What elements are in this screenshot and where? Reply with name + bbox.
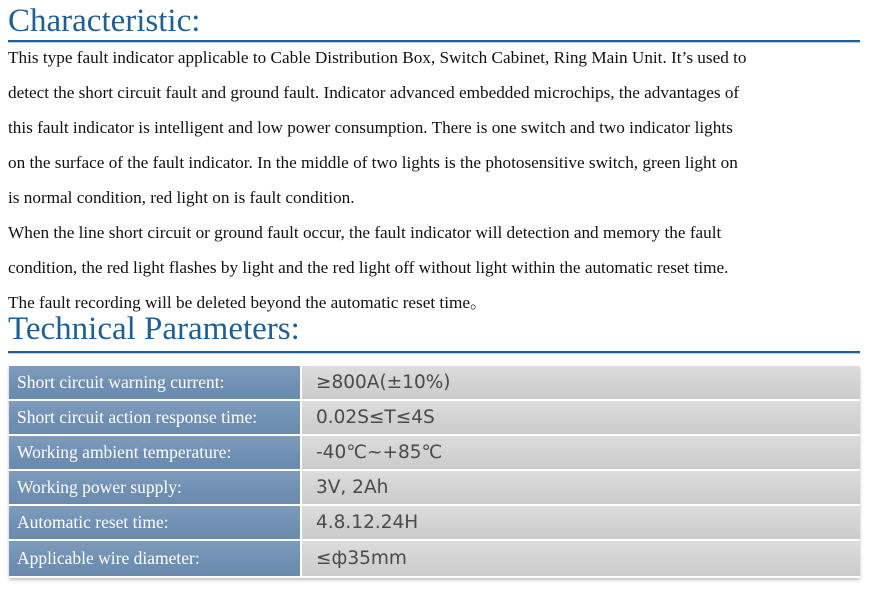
table-row (9, 540, 860, 577)
param-label: Applicable wire diameter: (9, 540, 301, 577)
param-label: Working ambient temperature: (9, 435, 301, 470)
parameters-table (9, 366, 860, 578)
param-value: 4.8.12.24H (301, 505, 860, 540)
param-value: ≤ф35mm (301, 540, 860, 577)
table-row (9, 366, 860, 400)
param-value: -40℃~+85℃ (301, 435, 860, 470)
technical-parameters-divider (8, 351, 860, 353)
param-value: 0.02S≤T≤4S (301, 400, 860, 435)
characteristic-line-1: This type fault indicator applicable to Cable Distribution Box, Switch Cabinet, Ring Main Unit. It’s used to (8, 48, 747, 67)
param-label: Short circuit action response time: (9, 400, 301, 435)
characteristic-line-7: condition, the red light flashes by light and the red light off without light within the automatic reset time. (8, 258, 729, 277)
table-row (9, 435, 860, 470)
param-value: 3V, 2Ah (301, 470, 860, 505)
param-label: Short circuit warning current: (9, 366, 301, 400)
characteristic-line-5: is normal condition, red light on is fault condition. (8, 188, 355, 207)
param-label: Automatic reset time: (9, 505, 301, 540)
param-label: Working power supply: (9, 470, 301, 505)
table-row (9, 470, 860, 505)
characteristic-line-2: detect the short circuit fault and ground fault. Indicator advanced embedded microchips, the advantages of (8, 83, 740, 102)
technical-parameters-heading: Technical Parameters: (8, 311, 300, 347)
characteristic-line-4: on the surface of the fault indicator. In the middle of two lights is the photosensitive switch, green light on (8, 153, 738, 172)
characteristic-line-6: When the line short circuit or ground fault occur, the fault indicator will detection and memory the fault (8, 223, 722, 242)
table-row (9, 505, 860, 540)
table-row (9, 400, 860, 435)
param-value: ≥800A(±10%) (301, 366, 860, 400)
characteristic-line-8: The fault recording will be deleted beyond the automatic reset time。 (8, 293, 488, 312)
characteristic-line-3: this fault indicator is intelligent and low power consumption. There is one switch and two indicator lights (8, 118, 733, 137)
characteristic-heading: Characteristic: (8, 3, 201, 39)
